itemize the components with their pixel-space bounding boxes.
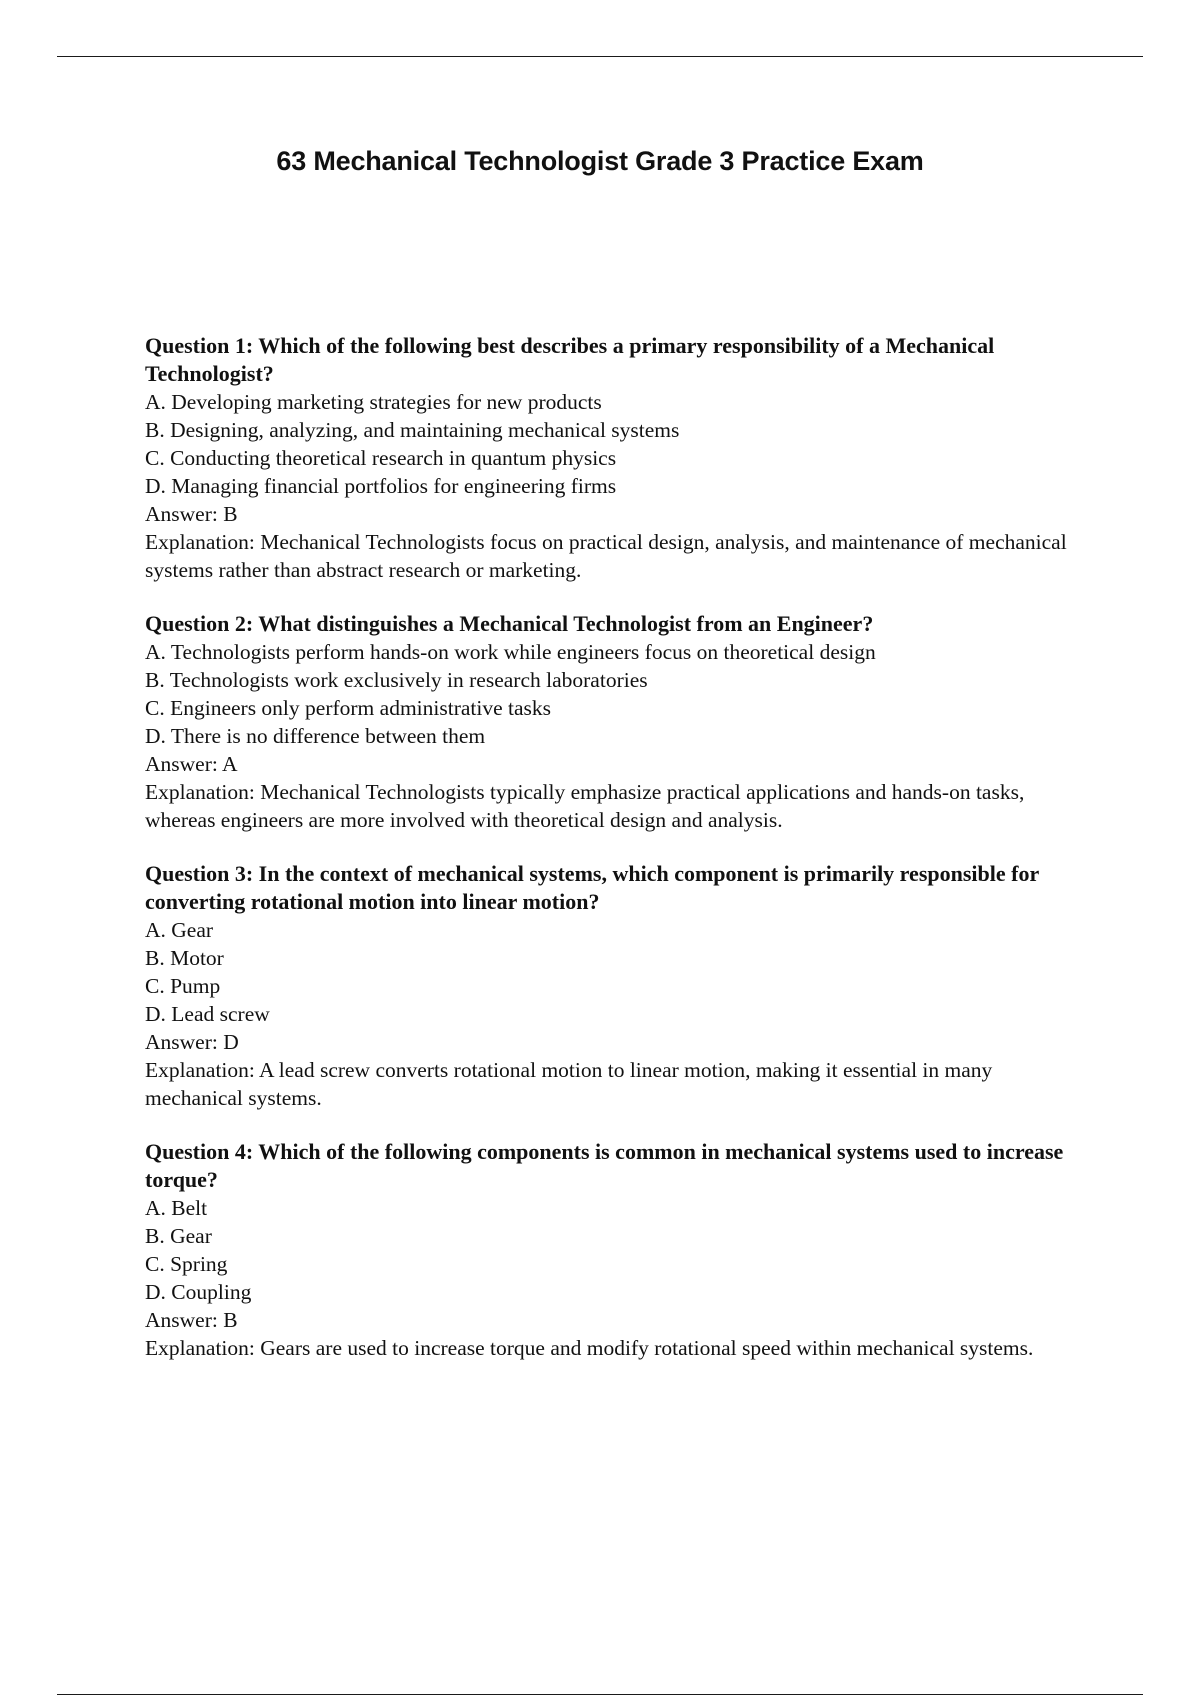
question-block-3: [145, 860, 1080, 1112]
option-a: A. Gear: [145, 918, 214, 942]
option-d: D. Lead screw: [145, 1002, 270, 1026]
bottom-rule: [57, 1694, 1143, 1695]
option-d: D. Managing financial portfolios for engineering firms: [145, 474, 617, 498]
question-text: Question 3: In the context of mechanical systems, which component is primarily responsible for converting rotational motion into linear motion?: [145, 861, 1039, 914]
explanation: Explanation: A lead screw converts rotational motion to linear motion, making it essential in many mechanical systems.: [145, 1058, 993, 1110]
option-b: B. Designing, analyzing, and maintaining mechanical systems: [145, 418, 680, 442]
option-c: C. Engineers only perform administrative tasks: [145, 696, 552, 720]
answer: Answer: D: [145, 1030, 239, 1054]
option-c: C. Pump: [145, 974, 221, 998]
explanation: Explanation: Mechanical Technologists focus on practical design, analysis, and maintenance of mechanical systems rather than abstract research or marketing.: [145, 530, 1067, 582]
answer: Answer: B: [145, 1308, 238, 1332]
option-c: C. Spring: [145, 1252, 228, 1276]
top-rule: [57, 56, 1143, 57]
option-a: A. Technologists perform hands-on work while engineers focus on theoretical design: [145, 640, 876, 664]
explanation: Explanation: Gears are used to increase torque and modify rotational speed within mechanical systems.: [145, 1336, 1034, 1360]
answer: Answer: B: [145, 502, 238, 526]
document-title: 63 Mechanical Technologist Grade 3 Practice Exam: [276, 146, 924, 176]
question-text: Question 4: Which of the following components is common in mechanical systems used to increase torque?: [145, 1139, 1064, 1192]
answer: Answer: A: [145, 752, 238, 776]
question-block-2: [145, 610, 1080, 834]
question-text: Question 1: Which of the following best describes a primary responsibility of a Mechanical Technologist?: [145, 333, 995, 386]
option-d: D. There is no difference between them: [145, 724, 486, 748]
option-b: B. Gear: [145, 1224, 212, 1248]
question-list: [145, 332, 1080, 1388]
question-block-4: [145, 1138, 1080, 1362]
option-b: B. Technologists work exclusively in research laboratories: [145, 668, 648, 692]
option-d: D. Coupling: [145, 1280, 252, 1304]
question-text: Question 2: What distinguishes a Mechanical Technologist from an Engineer?: [145, 611, 874, 636]
question-block-1: [145, 332, 1080, 584]
option-a: A. Belt: [145, 1196, 208, 1220]
option-b: B. Motor: [145, 946, 224, 970]
option-c: C. Conducting theoretical research in quantum physics: [145, 446, 617, 470]
explanation: Explanation: Mechanical Technologists typically emphasize practical applications and hands-on tasks, whereas engineers are more involved with theoretical design and analysis.: [145, 780, 1025, 832]
option-a: A. Developing marketing strategies for new products: [145, 390, 602, 414]
